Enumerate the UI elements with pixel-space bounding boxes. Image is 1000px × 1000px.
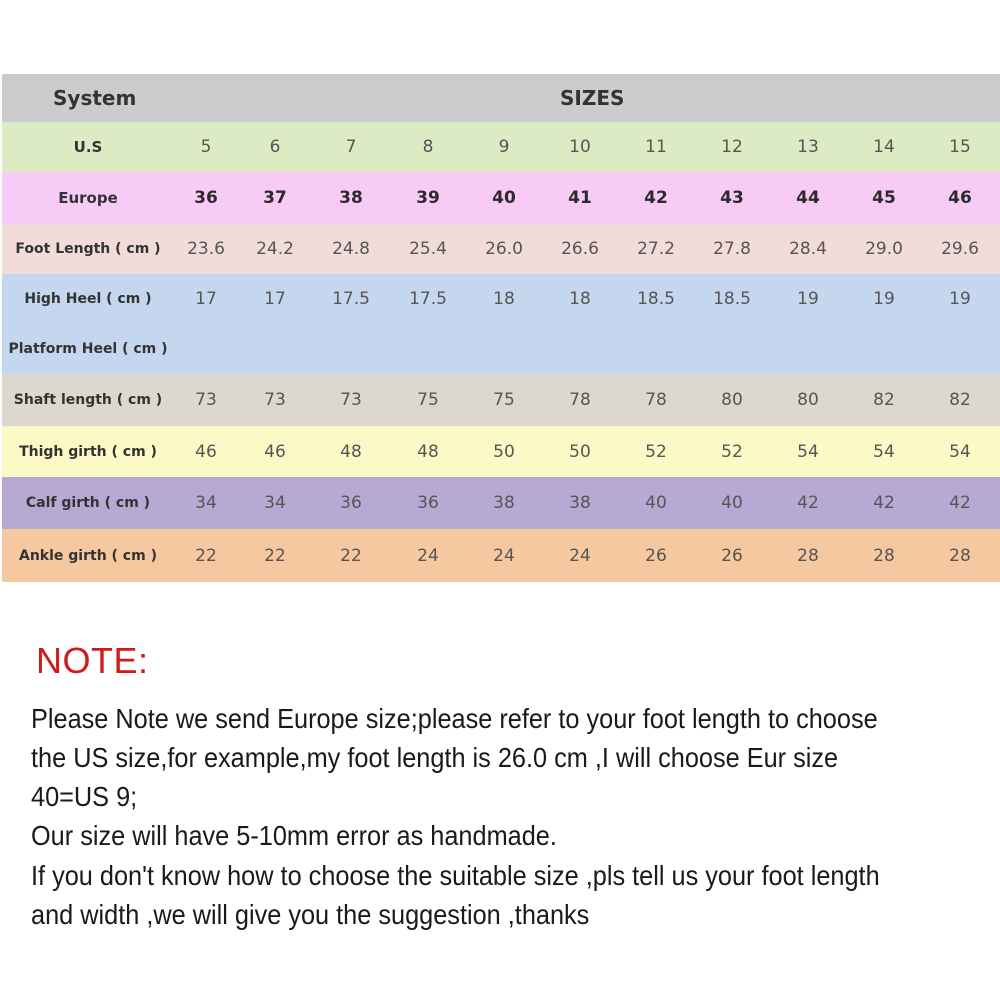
table-cell: 26.6 <box>561 239 599 259</box>
table-cell: 5 <box>200 137 212 157</box>
table-cell: 36 <box>340 493 362 513</box>
table-cell: 24.8 <box>332 239 370 259</box>
row-label: Foot Length ( cm ) <box>15 241 161 257</box>
table-header-row <box>2 74 1000 122</box>
table-cell: 78 <box>645 390 667 410</box>
table-cell: 40 <box>721 493 743 513</box>
table-cell: 18 <box>569 289 591 309</box>
table-cell: 73 <box>264 390 286 410</box>
table-cell: 52 <box>645 441 667 462</box>
table-cell: 19 <box>797 289 819 309</box>
table-cell: 26 <box>645 545 667 566</box>
table-cell: 37 <box>263 188 287 208</box>
table-cell: 46 <box>195 441 217 462</box>
size-chart-table <box>2 74 1000 582</box>
table-cell: 6 <box>269 137 281 157</box>
row-label: High Heel ( cm ) <box>24 291 152 307</box>
table-cell <box>545 324 615 374</box>
table-cell: 26.0 <box>485 239 523 259</box>
table-cell: 24 <box>417 545 439 566</box>
table-cell: 10 <box>569 137 591 157</box>
table-cell: 29.6 <box>941 239 979 259</box>
table-cell: 46 <box>264 441 286 462</box>
table-cell <box>621 324 691 374</box>
table-cell: 8 <box>422 137 434 157</box>
table-cell <box>925 324 995 374</box>
table-cell: 80 <box>797 390 819 410</box>
table-cell: 75 <box>493 390 515 410</box>
table-cell: 26 <box>721 545 743 566</box>
table-cell: 80 <box>721 390 743 410</box>
table-cell: 12 <box>721 137 743 157</box>
table-cell: 38 <box>493 493 515 513</box>
note-line: If you don't know how to choose the suitable size ,pls tell us your foot length <box>31 860 880 891</box>
table-cell: 18 <box>493 289 515 309</box>
sizes-header: SIZES <box>560 86 625 110</box>
table-cell: 45 <box>872 188 896 208</box>
table-cell: 18.5 <box>637 289 675 309</box>
table-row-high-heel <box>2 274 1000 324</box>
table-cell: 44 <box>796 188 820 208</box>
table-cell: 22 <box>340 545 362 566</box>
table-cell <box>697 324 767 374</box>
table-cell: 34 <box>264 493 286 513</box>
table-row-shaft-length <box>2 374 1000 426</box>
table-cell: 14 <box>873 137 895 157</box>
table-cell: 50 <box>493 441 515 462</box>
table-cell: 24 <box>569 545 591 566</box>
table-cell: 27.8 <box>713 239 751 259</box>
table-cell: 28 <box>797 545 819 566</box>
row-label: Ankle girth ( cm ) <box>19 547 157 564</box>
table-cell <box>393 324 463 374</box>
note-line: and width ,we will give you the suggestion ,thanks <box>31 899 590 930</box>
table-cell: 48 <box>417 441 439 462</box>
table-cell: 50 <box>569 441 591 462</box>
table-cell: 22 <box>264 545 286 566</box>
table-cell: 22 <box>195 545 217 566</box>
table-cell: 48 <box>340 441 362 462</box>
table-cell: 24.2 <box>256 239 294 259</box>
table-cell: 24 <box>493 545 515 566</box>
table-cell: 54 <box>797 441 819 462</box>
table-cell: 42 <box>644 188 668 208</box>
table-row-platform-heel <box>2 324 1000 374</box>
table-cell: 27.2 <box>637 239 675 259</box>
table-row-europe <box>2 172 1000 224</box>
table-cell: 15 <box>949 137 971 157</box>
note-title: NOTE: <box>36 640 149 681</box>
table-cell: 40 <box>645 493 667 513</box>
table-cell: 82 <box>873 390 895 410</box>
table-row-ankle-girth <box>2 529 1000 582</box>
table-cell: 34 <box>195 493 217 513</box>
table-cell: 19 <box>873 289 895 309</box>
table-cell: 82 <box>949 390 971 410</box>
table-cell: 17.5 <box>409 289 447 309</box>
table-cell: 43 <box>720 188 744 208</box>
table-cell: 73 <box>195 390 217 410</box>
table-cell: 25.4 <box>409 239 447 259</box>
row-label: Shaft length ( cm ) <box>13 392 163 408</box>
table-cell: 36 <box>417 493 439 513</box>
table-cell: 54 <box>873 441 895 462</box>
table-row-thigh-girth <box>2 426 1000 477</box>
table-cell: 18.5 <box>713 289 751 309</box>
table-cell: 28.4 <box>789 239 827 259</box>
table-row-foot-length <box>2 224 1000 274</box>
table-cell <box>469 324 539 374</box>
table-cell: 38 <box>569 493 591 513</box>
system-header: System <box>53 86 137 110</box>
table-row-calf-girth <box>2 477 1000 529</box>
note-line: Our size will have 5-10mm error as handmade. <box>31 820 557 851</box>
table-cell: 42 <box>873 493 895 513</box>
table-cell: 7 <box>345 137 357 157</box>
table-cell: 40 <box>492 188 516 208</box>
table-cell: 23.6 <box>187 239 225 259</box>
table-cell: 42 <box>949 493 971 513</box>
note-line: the US size,for example,my foot length is 26.0 cm ,I will choose Eur size <box>31 742 839 773</box>
row-label: Platform Heel ( cm ) <box>8 341 168 357</box>
table-cell <box>316 324 386 374</box>
table-cell: 39 <box>416 188 440 208</box>
table-cell: 46 <box>948 188 972 208</box>
table-cell: 28 <box>949 545 971 566</box>
table-cell: 41 <box>568 188 592 208</box>
table-cell: 36 <box>194 188 218 208</box>
table-cell: 9 <box>498 137 510 157</box>
table-cell: 17.5 <box>332 289 370 309</box>
row-label: Europe <box>58 189 118 207</box>
table-cell: 73 <box>340 390 362 410</box>
note-line: Please Note we send Europe size;please refer to your foot length to choose <box>31 703 878 734</box>
row-label: Calf girth ( cm ) <box>25 495 151 511</box>
table-cell: 13 <box>797 137 819 157</box>
table-cell: 38 <box>339 188 363 208</box>
table-cell <box>773 324 843 374</box>
table-cell: 78 <box>569 390 591 410</box>
row-label: Thigh girth ( cm ) <box>19 443 157 460</box>
table-cell: 75 <box>417 390 439 410</box>
table-cell: 29.0 <box>865 239 903 259</box>
note-line: 40=US 9; <box>31 781 138 812</box>
table-cell: 17 <box>195 289 217 309</box>
table-cell <box>240 324 310 374</box>
table-cell <box>849 324 919 374</box>
row-label: U.S <box>73 138 103 156</box>
table-cell: 28 <box>873 545 895 566</box>
table-cell <box>171 324 241 374</box>
table-cell: 19 <box>949 289 971 309</box>
table-cell: 17 <box>264 289 286 309</box>
table-cell: 54 <box>949 441 971 462</box>
table-row-us <box>2 122 1000 172</box>
table-cell: 52 <box>721 441 743 462</box>
table-cell: 42 <box>797 493 819 513</box>
table-cell: 11 <box>645 137 667 157</box>
